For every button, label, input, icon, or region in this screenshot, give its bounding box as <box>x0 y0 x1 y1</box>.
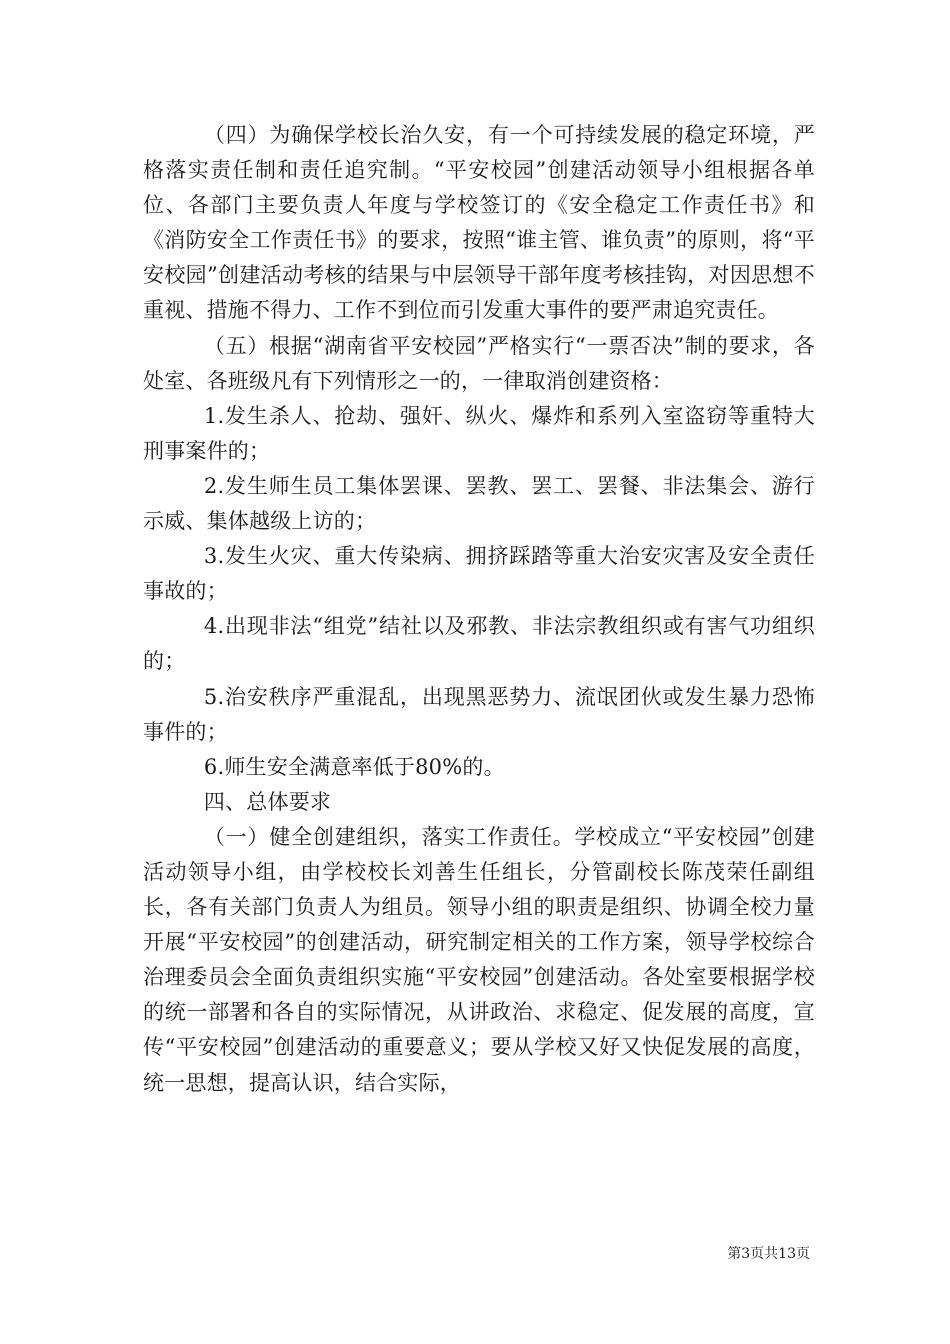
list-item-criminal-cases: 1.发生杀人、抢劫、强奸、纵火、爆炸和系列入室盗窃等重特大刑事案件的； <box>143 403 815 463</box>
page-number-footer: 第3页共13页 <box>727 1246 810 1262</box>
section-heading-general-requirements: 四、总体要求 <box>203 789 332 814</box>
paragraph-veto-rule: （五）根据“湖南省平安校园”严格实行“一票否决”制的要求，各处室、各班级凡有下列情形之一的，一律取消创建资格： <box>143 333 815 393</box>
list-item-public-order: 5.治安秩序严重混乱，出现黑恶势力、流氓团伙或发生暴力恐怖事件的； <box>143 684 815 744</box>
list-item-satisfaction-rate: 6.师生安全满意率低于80%的。 <box>203 754 505 779</box>
document-body <box>143 118 815 1101</box>
paragraph-responsibility: （四）为确保学校长治久安，有一个可持续发展的稳定环境，严格落实责任制和责任追究制。“平安校园”创建活动领导小组根据各单位、各部门主要负责人年度与学校签订的《安全稳定工作责任书》和《消防安全工作责任书》的要求，按照“谁主管、谁负责”的原则，将“平安校园”创建活动考核的结果与中层领导干部年度考核挂钩，对因思想不重视、措施不得力、工作不到位而引发重大事件的要严肃追究责任。 <box>143 123 815 323</box>
paragraph-organization: （一）健全创建组织，落实工作责任。学校成立“平安校园”创建活动领导小组，由学校校长刘善生任组长，分管副校长陈茂荣任副组长，各有关部门负责人为组员。领导小组的职责是组织、协调全校力量开展“平安校园”的创建活动，研究制定相关的工作方案，领导学校综合治理委员会全面负责组织实施“平安校园”创建活动。各处室要根据学校的统一部署和各自的实际情况，从讲政治、求稳定、促发展的高度，宣传“平安校园”创建活动的重要意义；要从学校又好又快促发展的高度，统一思想，提高认识，结合实际， <box>143 824 815 1095</box>
list-item-strikes: 2.发生师生员工集体罢课、罢教、罢工、罢餐、非法集会、游行示威、集体越级上访的； <box>143 473 815 534</box>
list-item-accidents: 3.发生火灾、重大传染病、拥挤踩踏等重大治安灾害及安全责任事故的； <box>143 544 815 604</box>
list-item-illegal-organizations: 4.出现非法“组党”结社以及邪教、非法宗教组织或有害气功组织的； <box>143 614 815 674</box>
